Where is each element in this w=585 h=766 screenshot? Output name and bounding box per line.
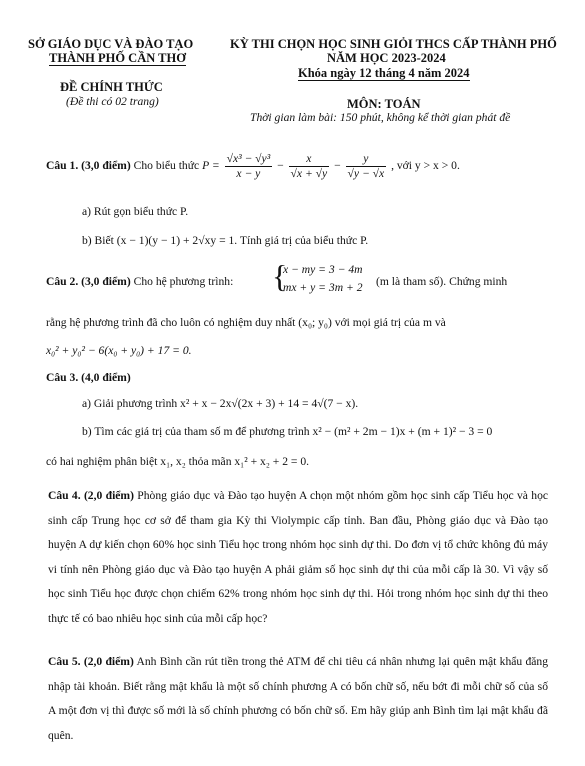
exam-date: Khóa ngày 12 tháng 4 năm 2024 [298, 66, 470, 80]
question-3-label: Câu 3. (4,0 điểm) [46, 371, 131, 384]
department-name: SỞ GIÁO DỤC VÀ ĐÀO TẠO [28, 37, 194, 51]
question-2-tail: (m là tham số). Chứng minh [376, 275, 508, 288]
question-1b: b) Biết (x − 1)(y − 1) + 2√xy = 1. Tính giá trị của biểu thức P. [82, 234, 369, 247]
school-year: NĂM HỌC 2023-2024 [327, 51, 446, 65]
question-2-line-3: x₀² + y₀² − 6(x₀ + y₀) + 17 = 0. [46, 344, 192, 357]
question-1 [46, 149, 460, 183]
fraction-3: $\frac{y}{√y - √x}$ [347, 151, 385, 180]
subject-title: MÔN: TOÁN [347, 97, 421, 111]
system-brace: { [272, 258, 288, 294]
question-1a: a) Rút gọn biểu thức P. [82, 205, 189, 218]
question-4: Câu 4. (2,0 điểm) Phòng giáo dục và Đào tạo huyện A chọn một nhóm gồm học sinh cấp Tiểu học và học sinh cấp Trung học cơ sở để tham gia Kỳ thi Violympic cấp tỉnh. Ban đầu, Phòng giáo dục và Đào tạo huyện A dự kiến chọn 60% học sinh Tiểu học trong nhóm học sinh dự thi. Do đơn vị tổ chức không đủ máy vi tính nên Phòng giáo dục và Đào tạo huyện A phải giảm số học sinh dự thi của mỗi cấp là 30. Vì vậy số học sinh Tiểu học được chọn chiếm 62% trong nhóm học sinh dự thi. Hỏi trong nhóm học sinh dự thi theo thực tế có bao nhiêu học sinh của mỗi cấp học? [48, 489, 549, 625]
system-equation-1: x − my = 3 − 4m [283, 263, 363, 276]
question-3b-cont: có hai nghiệm phân biệt x₁, x₂ thỏa mãn x₁² + x₂ + 2 = 0. [46, 455, 310, 468]
question-1-label: Câu 1. (3,0 điểm) [46, 159, 131, 172]
fraction-2: $\frac{x}{√x + √y}$ [290, 151, 328, 180]
minus-sign: − [334, 159, 341, 172]
question-2-lead: Câu 2. (3,0 điểm) Cho hệ phương trình: [46, 275, 234, 288]
question-1-condition: , với y > x > 0. [391, 159, 460, 172]
official-label: ĐỀ CHÍNH THỨC [60, 80, 163, 94]
expr-p: P = [202, 159, 220, 172]
question-1-lead: Cho biểu thức [133, 159, 200, 172]
question-5: Câu 5. (2,0 điểm) Anh Bình cần rút tiền trong thẻ ATM để chi tiêu cá nhân nhưng lại quên mật khẩu đăng nhập tài khoản. Biết rằng mật khẩu là một số chính phương A có bốn chữ số, nếu bớt đi mỗi chữ số của số A một đơn vị thì được số mới là số chính phương có bốn chữ số. Em hãy giúp anh Bình tìm lại mật khẩu đã quên. [48, 655, 548, 742]
fraction-1: $\frac{\text{√x³ − √y³}}{x - y}$ [226, 151, 271, 180]
minus-sign: − [277, 159, 284, 172]
system-equation-2: mx + y = 3m + 2 [283, 281, 363, 294]
exam-title: KỲ THI CHỌN HỌC SINH GIỎI THCS CẤP THÀNH PHỐ [230, 37, 557, 51]
city-name: THÀNH PHỐ CẦN THƠ [49, 51, 186, 65]
page-count: (Đề thi có 02 trang) [66, 95, 159, 108]
question-2-line-2: rằng hệ phương trình đã cho luôn có nghiệm duy nhất (x₀; y₀) với mọi giá trị của m và [46, 316, 446, 329]
question-3a: a) Giải phương trình x² + x − 2x√(2x + 3) + 14 = 4√(7 − x). [82, 397, 359, 410]
question-3b: b) Tìm các giá trị của tham số m để phương trình x² − (m² + 2m − 1)x + (m + 1)² − 3 = 0 [82, 425, 493, 438]
time-allowed: Thời gian làm bài: 150 phút, không kể thời gian phát đề [250, 111, 511, 124]
